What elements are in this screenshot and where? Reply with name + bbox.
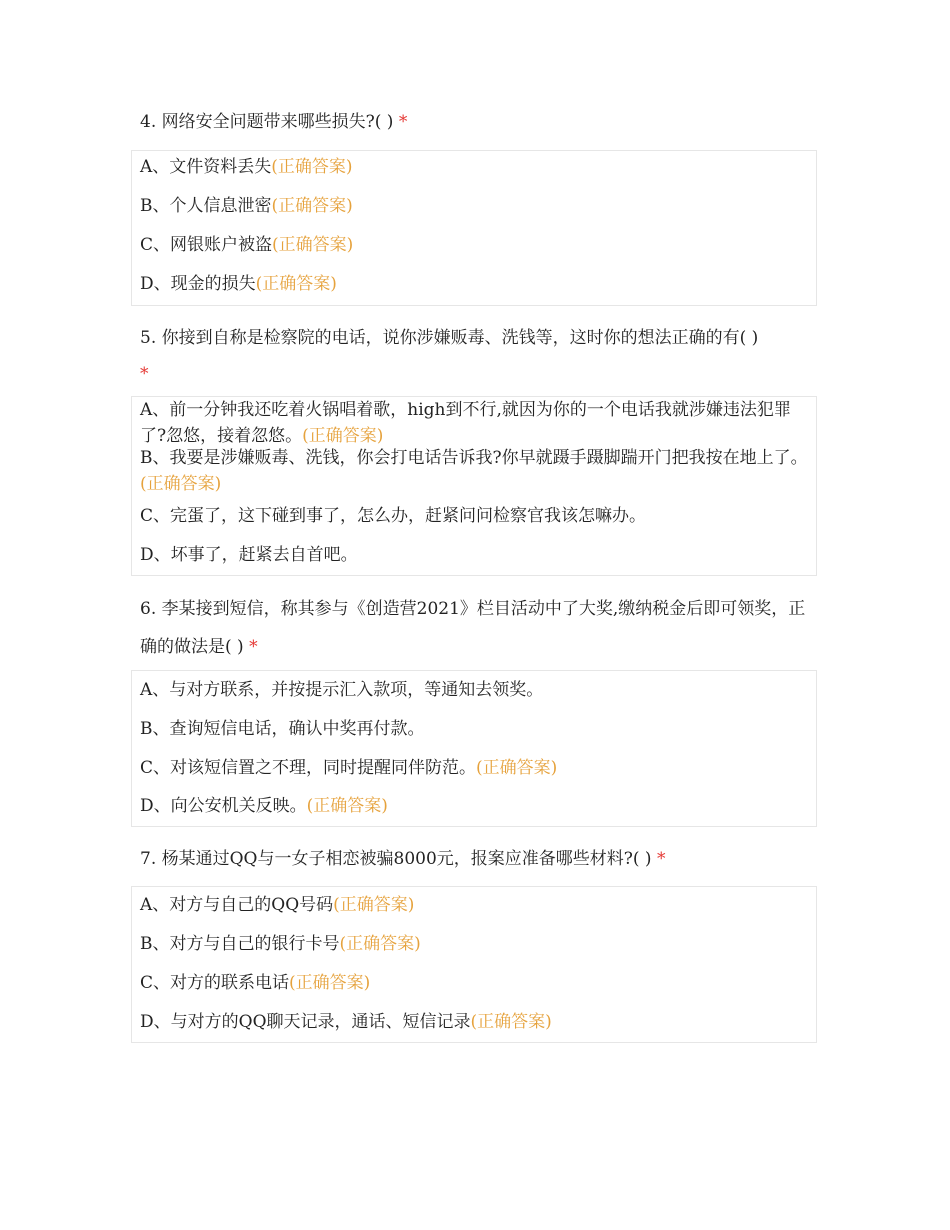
question-6-text: 6. 李某接到短信，称其参与《创造营2021》栏目活动中了大奖,缴纳税金后即可领奖，正确的做法是( ) — [140, 599, 806, 657]
option-7b[interactable] — [140, 931, 808, 957]
option-text: A、文件资料丢失 — [140, 157, 272, 177]
question-5-title — [140, 320, 820, 392]
option-4b[interactable] — [140, 193, 808, 219]
option-text: C、对该短信置之不理，同时提醒同伴防范。 — [140, 758, 477, 778]
correct-answer-tag: (正确答案) — [339, 934, 421, 954]
option-text: C、完蛋了，这下碰到事了，怎么办，赶紧问问检察官我该怎嘛办。 — [140, 506, 647, 526]
correct-answer-tag: (正确答案) — [306, 796, 388, 816]
option-text: A、前一分钟我还吃着火锅唱着歌，high到不行,就因为你的一个电话我就涉嫌违法犯罪了?忽悠，接着忽悠。 — [140, 400, 791, 446]
correct-answer-tag: (正确答案) — [271, 196, 353, 216]
option-5b[interactable] — [140, 445, 808, 497]
question-5-options — [131, 396, 817, 576]
option-4a[interactable] — [140, 154, 808, 180]
question-7-options — [131, 886, 817, 1043]
option-6b[interactable] — [140, 716, 808, 742]
question-5-text: 5. 你接到自称是检察院的电话，说你涉嫌贩毒、洗钱等，这时你的想法正确的有( ) — [140, 328, 759, 348]
option-7a[interactable] — [140, 892, 808, 918]
required-star: * — [249, 637, 258, 657]
correct-answer-tag: (正确答案) — [289, 973, 371, 993]
option-text: A、对方与自己的QQ号码 — [140, 895, 334, 915]
option-6a[interactable] — [140, 677, 808, 703]
option-5a[interactable] — [140, 397, 808, 449]
correct-answer-tag: (正确答案) — [333, 895, 415, 915]
question-4-options — [131, 150, 817, 306]
option-text: D、向公安机关反映。 — [140, 796, 307, 816]
option-text: D、与对方的QQ聊天记录，通话、短信记录 — [140, 1012, 471, 1032]
option-5c[interactable] — [140, 503, 808, 529]
option-text: C、对方的联系电话 — [140, 973, 290, 993]
option-text: A、与对方联系，并按提示汇入款项，等通知去领奖。 — [140, 680, 544, 700]
option-text: B、对方与自己的银行卡号 — [140, 934, 340, 954]
correct-answer-tag: (正确答案) — [140, 474, 222, 494]
correct-answer-tag: (正确答案) — [272, 235, 354, 255]
option-text: D、现金的损失 — [140, 274, 256, 294]
option-text: B、查询短信电话，确认中奖再付款。 — [140, 719, 425, 739]
correct-answer-tag: (正确答案) — [271, 157, 353, 177]
option-text: D、坏事了，赶紧去自首吧。 — [140, 545, 358, 565]
option-6c[interactable] — [140, 755, 808, 781]
correct-answer-tag: (正确答案) — [476, 758, 558, 778]
required-star: * — [656, 849, 666, 869]
question-7-title — [140, 841, 820, 877]
question-7-text: 7. 杨某通过QQ与一女子相恋被骗8000元，报案应准备哪些材料?( ) — [140, 849, 657, 869]
correct-answer-tag: (正确答案) — [470, 1012, 552, 1032]
option-6d[interactable] — [140, 793, 808, 819]
required-star: * — [398, 112, 408, 132]
option-7d[interactable] — [140, 1009, 808, 1035]
correct-answer-tag: (正确答案) — [255, 274, 337, 294]
option-7c[interactable] — [140, 970, 808, 996]
option-text: B、个人信息泄密 — [140, 196, 272, 216]
question-6-title — [140, 590, 820, 666]
option-4d[interactable] — [140, 271, 808, 297]
question-4-title — [140, 104, 820, 140]
required-star: * — [140, 364, 149, 384]
correct-answer-tag: (正确答案) — [302, 426, 384, 446]
option-4c[interactable] — [140, 232, 808, 258]
option-5d[interactable] — [140, 542, 808, 568]
option-text: C、网银账户被盗 — [140, 235, 273, 255]
question-6-options — [131, 670, 817, 827]
question-4-text: 4. 网络安全问题带来哪些损失?( ) — [140, 112, 399, 132]
option-text: B、我要是涉嫌贩毒、洗钱，你会打电话告诉我?你早就蹑手蹑脚踹开门把我按在地上了。 — [140, 448, 808, 468]
